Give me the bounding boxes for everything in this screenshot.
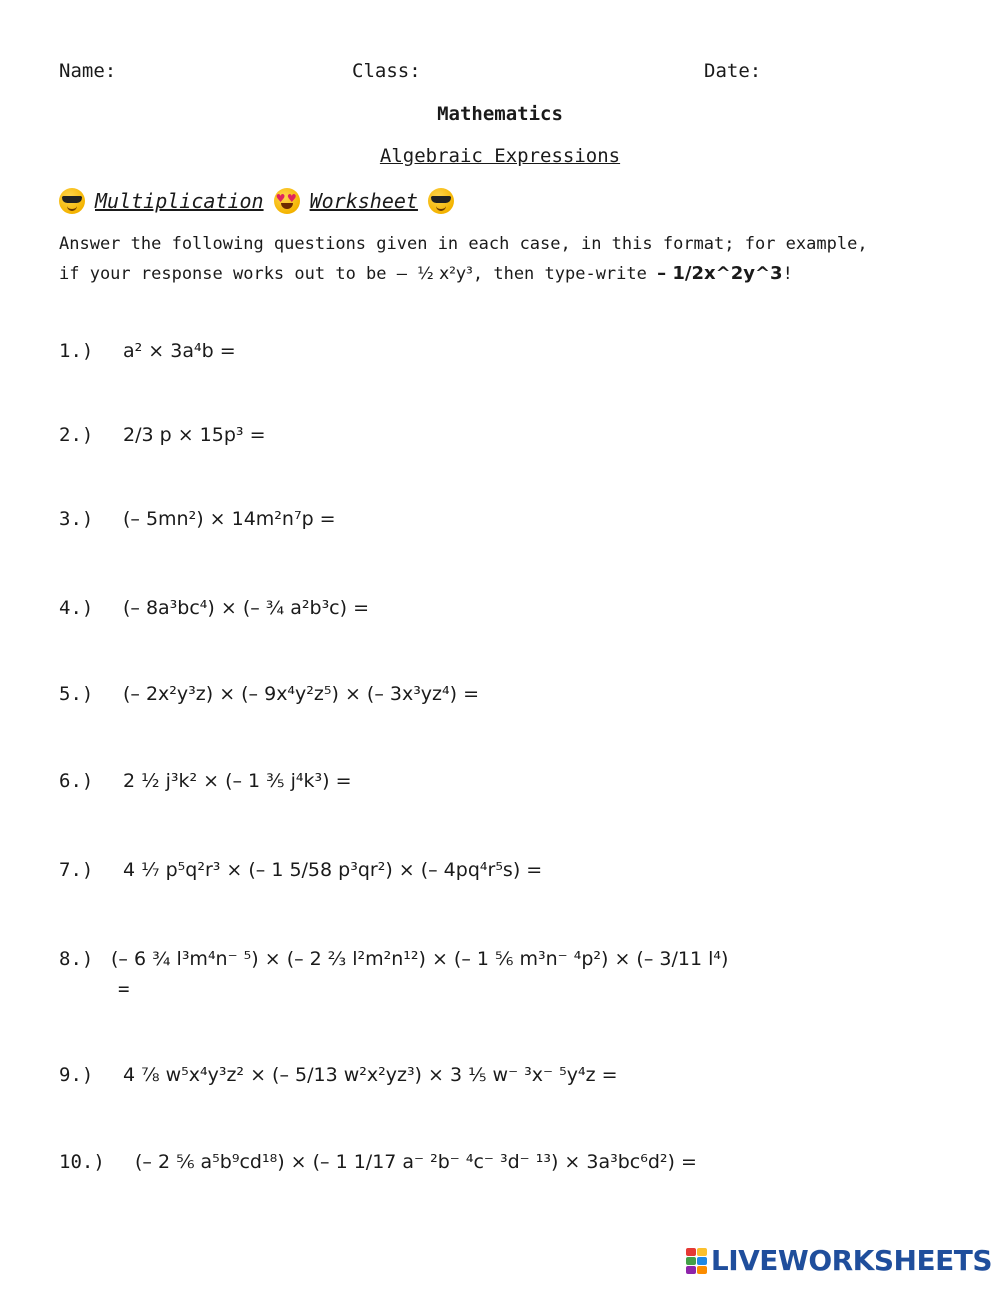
logo-block: [686, 1257, 696, 1265]
question-number: 10.): [59, 1151, 105, 1173]
date-label: Date:: [704, 60, 762, 82]
question-6: [59, 770, 352, 792]
sunglasses-emoji-icon: [428, 188, 454, 214]
question-8-continuation: =: [118, 978, 130, 1000]
question-number: 3.): [59, 508, 94, 530]
worksheet-banner: [59, 188, 454, 214]
question-number: 5.): [59, 683, 94, 705]
logo-block: [697, 1248, 707, 1256]
question-expression: 4 ⅐ p⁵q²r³ × (– 1 5/58 p³qr²) × (– 4pq⁴r⁵s) =: [123, 859, 543, 881]
question-number: 1.): [59, 340, 94, 362]
example-expression: ½ x²y³: [417, 264, 473, 284]
instructions-line-1: Answer the following questions given in each case, in this format; for example,: [59, 234, 868, 254]
logo-blocks-icon: [686, 1248, 707, 1274]
question-7: [59, 859, 542, 881]
instructions-line-2: [59, 259, 793, 289]
question-expression: (– 2 ⅚ a⁵b⁹cd¹⁸) × (– 1 1/17 a⁻ ²b⁻ ⁴c⁻ ³d⁻ ¹³) × 3a³bc⁶d²) =: [135, 1151, 697, 1173]
question-5: [59, 683, 479, 705]
question-number: 6.): [59, 770, 94, 792]
page-subtitle: Algebraic Expressions: [379, 145, 621, 167]
heart-eyes-emoji-icon: [274, 188, 300, 214]
logo-block: [697, 1257, 707, 1265]
question-9: [59, 1064, 618, 1086]
question-number: 9.): [59, 1064, 94, 1086]
instructions-text: !: [782, 264, 793, 284]
question-expression: (– 8a³bc⁴) × (– ¾ a²b³c) =: [123, 597, 369, 619]
question-8: [59, 948, 728, 970]
question-1: [59, 340, 236, 362]
page-title: Mathematics: [437, 103, 563, 125]
question-2: [59, 424, 266, 446]
question-expression: a² × 3a⁴b =: [123, 340, 236, 362]
name-label: Name:: [59, 60, 117, 82]
question-expression: 2/3 p × 15p³ =: [123, 424, 266, 446]
question-3: [59, 508, 336, 530]
question-expression: (– 5mn²) × 14m²n⁷p =: [123, 508, 336, 530]
logo-block: [697, 1266, 707, 1274]
instructions-text: , then type-write: [472, 264, 658, 284]
banner-word-worksheet: Worksheet: [309, 189, 418, 213]
question-expression: 2 ½ j³k² × (– 1 ⅗ j⁴k³) =: [123, 770, 352, 792]
example-answer: – 1/2x^2y^3: [657, 263, 783, 284]
logo-text: LIVEWORKSHEETS: [710, 1244, 992, 1277]
class-label: Class:: [352, 60, 421, 82]
question-number: 8.): [59, 948, 94, 970]
question-expression: (– 2x²y³z) × (– 9x⁴y²z⁵) × (– 3x³yz⁴) =: [123, 683, 480, 705]
liveworksheets-logo: [686, 1244, 992, 1277]
instructions-text: if your response works out to be –: [59, 264, 418, 284]
question-expression: (– 6 ¾ l³m⁴n⁻ ⁵) × (– 2 ⅔ l²m²n¹²) × (– 1 ⅚ m³n⁻ ⁴p²) × (– 3/11 l⁴): [111, 948, 729, 970]
sunglasses-emoji-icon: [59, 188, 85, 214]
question-4: [59, 597, 369, 619]
logo-block: [686, 1248, 696, 1256]
question-number: 7.): [59, 859, 94, 881]
question-expression: 4 ⅞ w⁵x⁴y³z² × (– 5/13 w²x²yz³) × 3 ⅕ w⁻ ³x⁻ ⁵y⁴z =: [123, 1064, 618, 1086]
question-number: 2.): [59, 424, 94, 446]
question-number: 4.): [59, 597, 94, 619]
banner-word-multiplication: Multiplication: [95, 189, 264, 213]
question-10: [59, 1151, 697, 1173]
logo-block: [686, 1266, 696, 1274]
